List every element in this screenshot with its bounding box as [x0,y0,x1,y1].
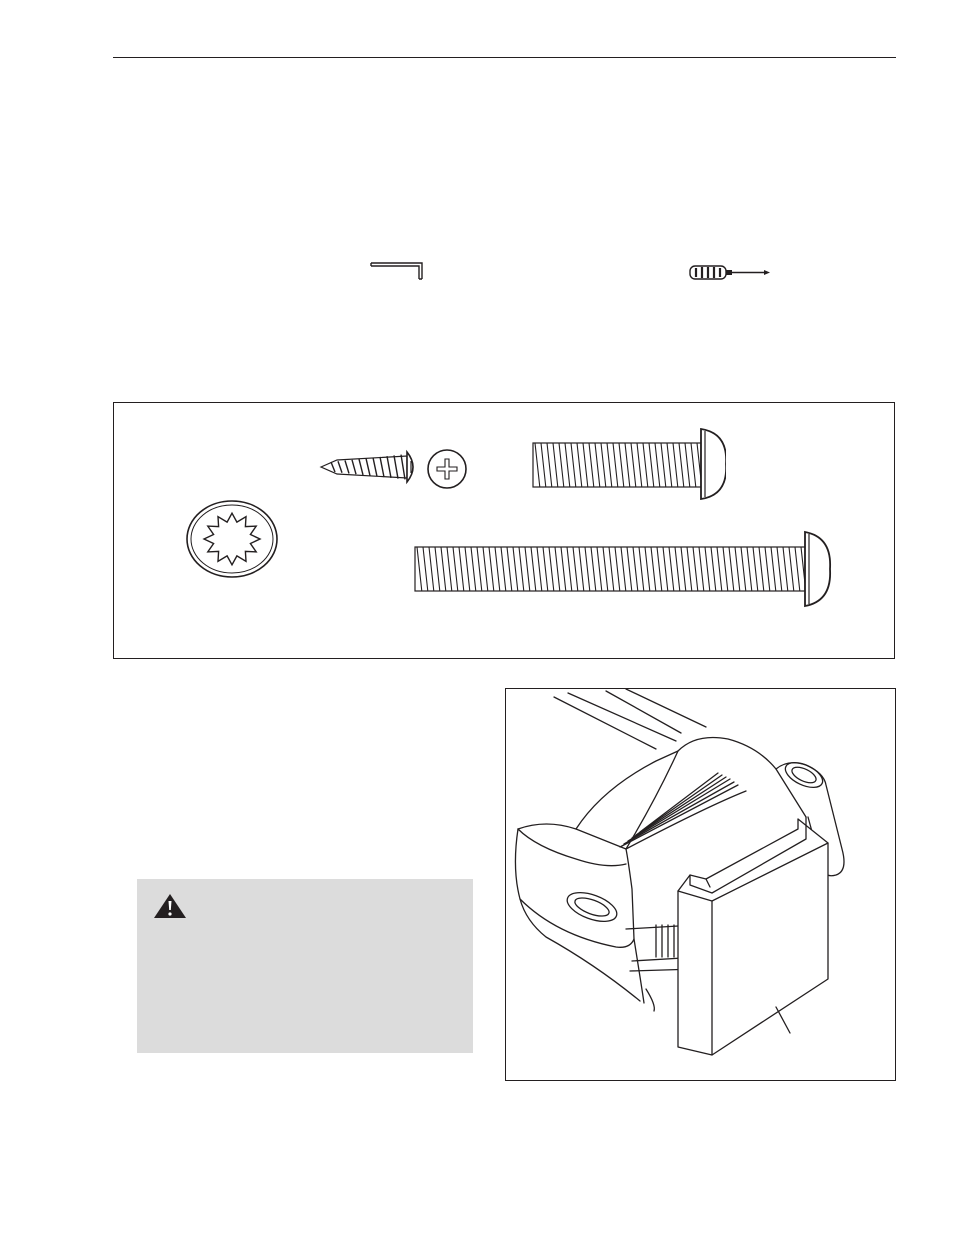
phillips-screw-icon [319,446,423,488]
warning-box [137,879,473,1053]
short-button-bolt-icon [530,427,726,501]
warning-triangle-icon [153,893,187,919]
treadmill-base-with-cover-illustration [506,689,896,1081]
long-button-bolt-icon [412,529,832,609]
star-washer-icon [186,500,280,578]
assembly-figure-box [505,688,896,1081]
screw-head-plus-icon [425,447,469,491]
header-rule [113,57,896,58]
phillips-screwdriver-icon [688,263,774,283]
hardware-identification-box [113,402,895,659]
hex-key-icon [369,258,429,282]
